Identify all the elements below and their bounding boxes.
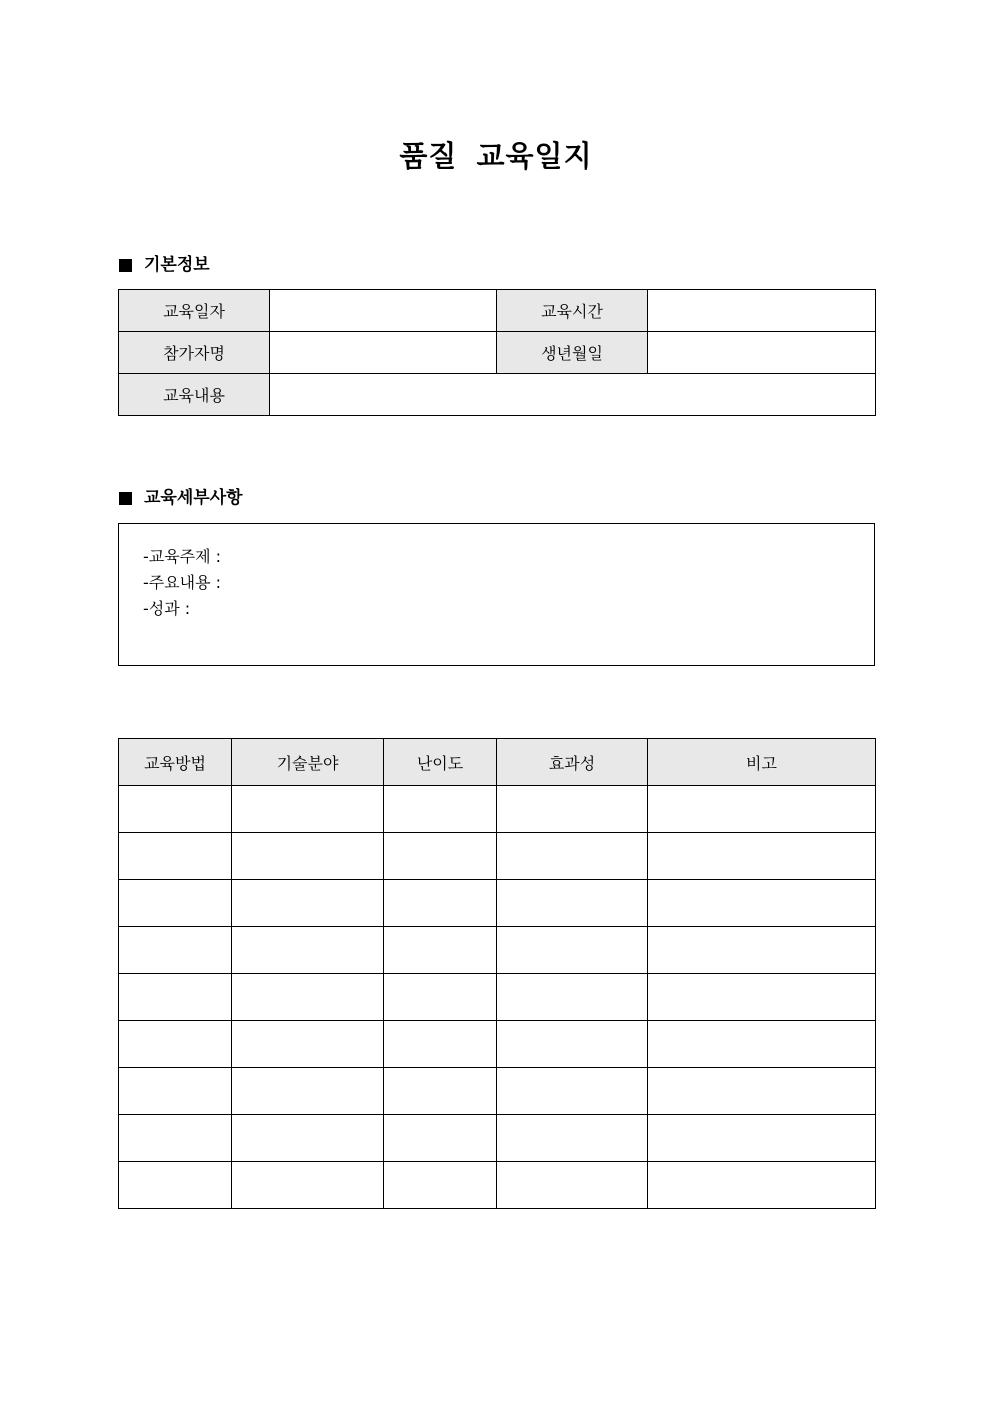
table-row (119, 1021, 876, 1068)
remarks-cell[interactable] (648, 927, 876, 974)
tech-field-cell[interactable] (232, 1162, 384, 1209)
remarks-cell[interactable] (648, 833, 876, 880)
header-difficulty: 난이도 (384, 739, 497, 786)
participant-field[interactable] (270, 332, 497, 374)
method-cell[interactable] (119, 1068, 232, 1115)
basic-info-heading (119, 253, 210, 277)
method-cell[interactable] (119, 974, 232, 1021)
details-main-content-line: -주요내용 : (143, 573, 222, 592)
table-row (119, 290, 876, 332)
header-effectiveness: 효과성 (497, 739, 648, 786)
difficulty-cell[interactable] (384, 833, 497, 880)
content-label: 교육내용 (119, 374, 270, 416)
effectiveness-cell[interactable] (497, 880, 648, 927)
black-square-bullet-icon (119, 259, 132, 272)
difficulty-cell[interactable] (384, 1115, 497, 1162)
details-heading-text: 교육세부사항 (144, 488, 243, 508)
difficulty-cell[interactable] (384, 1068, 497, 1115)
date-field[interactable] (270, 290, 497, 332)
method-cell[interactable] (119, 1162, 232, 1209)
effectiveness-cell[interactable] (497, 833, 648, 880)
method-cell[interactable] (119, 1021, 232, 1068)
remarks-cell[interactable] (648, 880, 876, 927)
method-cell[interactable] (119, 1115, 232, 1162)
basic-info-heading-text: 기본정보 (144, 255, 210, 275)
tech-field-cell[interactable] (232, 880, 384, 927)
effectiveness-cell[interactable] (497, 1162, 648, 1209)
effectiveness-cell[interactable] (497, 927, 648, 974)
table-row (119, 1115, 876, 1162)
tech-field-cell[interactable] (232, 974, 384, 1021)
details-box[interactable] (118, 523, 875, 666)
details-topic-line: -교육주제 : (143, 547, 222, 566)
details-heading (119, 486, 243, 510)
tech-field-cell[interactable] (232, 786, 384, 833)
remarks-cell[interactable] (648, 1021, 876, 1068)
details-outcome-line: -성과 : (143, 599, 191, 618)
tech-field-cell[interactable] (232, 927, 384, 974)
effectiveness-cell[interactable] (497, 1115, 648, 1162)
header-remarks: 비고 (648, 739, 876, 786)
table-header-row (119, 739, 876, 786)
remarks-cell[interactable] (648, 1115, 876, 1162)
remarks-cell[interactable] (648, 1162, 876, 1209)
table-row (119, 786, 876, 833)
effectiveness-cell[interactable] (497, 786, 648, 833)
tech-field-cell[interactable] (232, 1115, 384, 1162)
method-cell[interactable] (119, 786, 232, 833)
difficulty-cell[interactable] (384, 1021, 497, 1068)
method-table-body (119, 786, 876, 1209)
document-title: 품질 교육일지 (399, 139, 593, 173)
participant-label: 참가자명 (119, 332, 270, 374)
remarks-cell[interactable] (648, 974, 876, 1021)
time-label: 교육시간 (497, 290, 648, 332)
effectiveness-cell[interactable] (497, 1068, 648, 1115)
details-lines (143, 544, 221, 622)
remarks-cell[interactable] (648, 786, 876, 833)
basic-info-table (118, 289, 876, 416)
table-row (119, 974, 876, 1021)
tech-field-cell[interactable] (232, 1068, 384, 1115)
table-row (119, 374, 876, 416)
date-label: 교육일자 (119, 290, 270, 332)
method-cell[interactable] (119, 880, 232, 927)
difficulty-cell[interactable] (384, 974, 497, 1021)
difficulty-cell[interactable] (384, 880, 497, 927)
tech-field-cell[interactable] (232, 1021, 384, 1068)
remarks-cell[interactable] (648, 1068, 876, 1115)
table-row (119, 927, 876, 974)
time-field[interactable] (648, 290, 876, 332)
birthdate-field[interactable] (648, 332, 876, 374)
header-tech-field: 기술분야 (232, 739, 384, 786)
method-cell[interactable] (119, 833, 232, 880)
effectiveness-cell[interactable] (497, 974, 648, 1021)
table-row (119, 880, 876, 927)
effectiveness-cell[interactable] (497, 1021, 648, 1068)
method-table (118, 738, 876, 1209)
birthdate-label: 생년월일 (497, 332, 648, 374)
table-row (119, 1068, 876, 1115)
header-method: 교육방법 (119, 739, 232, 786)
difficulty-cell[interactable] (384, 786, 497, 833)
black-square-bullet-icon (119, 492, 132, 505)
table-row (119, 833, 876, 880)
difficulty-cell[interactable] (384, 927, 497, 974)
method-cell[interactable] (119, 927, 232, 974)
table-row (119, 1162, 876, 1209)
tech-field-cell[interactable] (232, 833, 384, 880)
difficulty-cell[interactable] (384, 1162, 497, 1209)
content-field[interactable] (270, 374, 876, 416)
table-row (119, 332, 876, 374)
